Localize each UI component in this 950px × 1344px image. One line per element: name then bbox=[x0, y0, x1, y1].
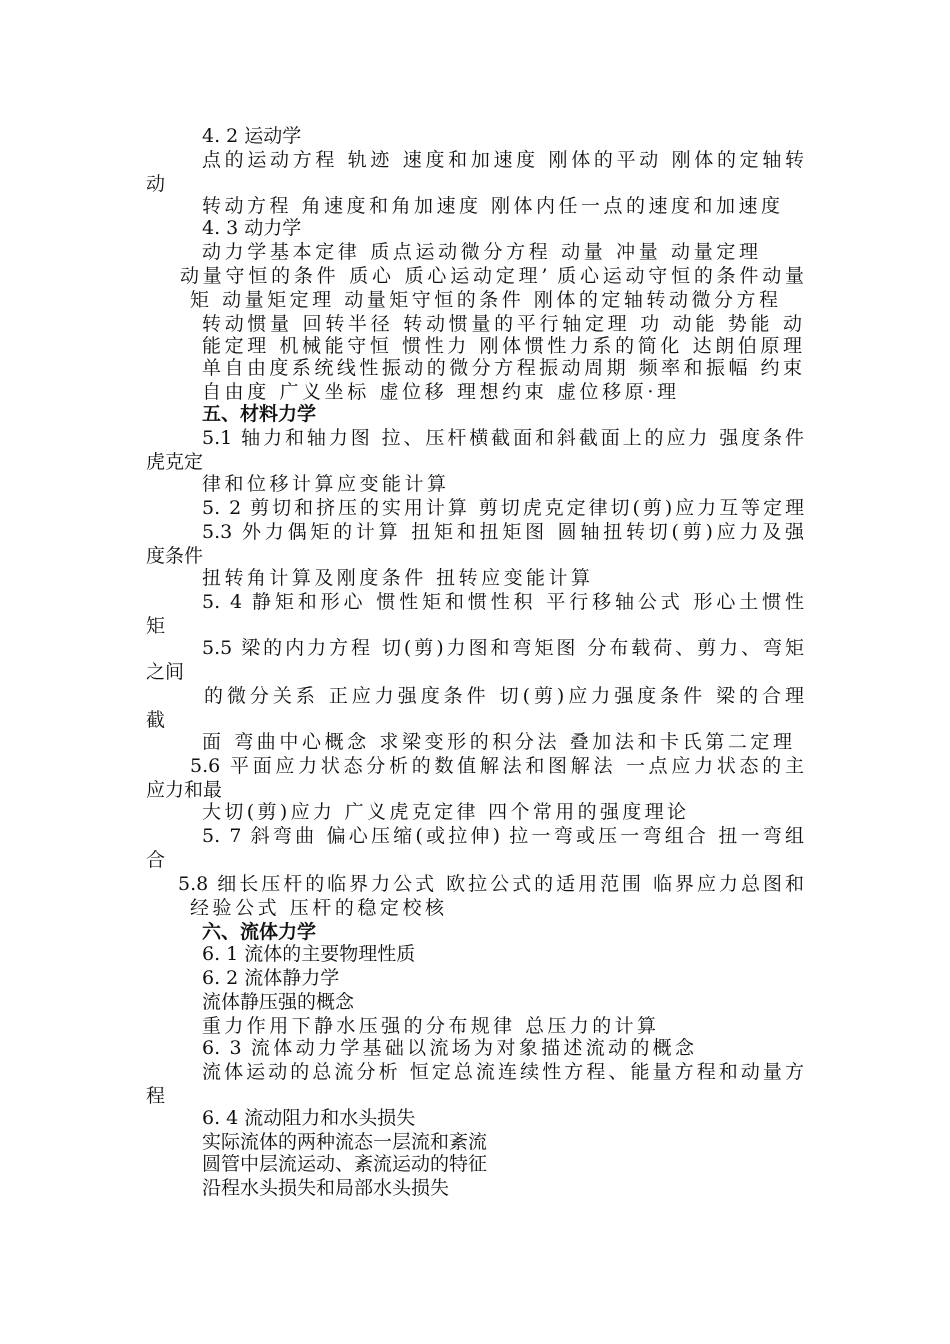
text-line: 6. 2 流体静力学 bbox=[202, 967, 340, 989]
text-line: 扭转角计算及刚度条件 扭转应变能计算 bbox=[202, 567, 590, 589]
text-line: 重力作用下静水压强的分布规律 总压力的计算 bbox=[202, 1015, 656, 1037]
text-line: 自由度 广义坐标 虚位移 理想约束 虚位移原·理 bbox=[202, 381, 676, 403]
text-line: 圆管中层流运动、紊流运动的特征 bbox=[202, 1153, 488, 1175]
text-line: 虎克定 bbox=[146, 451, 204, 473]
text-line: 矩 动量矩定理 动量矩守恒的条件 刚体的定轴转动微分方程 bbox=[190, 289, 778, 311]
text-line: 5.1 轴力和轴力图 拉、压杆横截面和斜截面上的应力 强度条件 bbox=[202, 427, 804, 449]
text-line: 面 弯曲中心概念 求梁变形的积分法 叠加法和卡氏第二定理 bbox=[202, 731, 792, 753]
text-line: 流体运动的总流分析 恒定总流连续性方程、能量方程和动量方 bbox=[202, 1061, 804, 1083]
text-line: 动 bbox=[146, 173, 166, 195]
text-line: 转动惯量 回转半径 转动惯量的平行轴定理 功 动能 势能 动 bbox=[202, 313, 802, 335]
text-line: 度条件 bbox=[146, 545, 204, 567]
text-line: 沿程水头损失和局部水头损失 bbox=[202, 1177, 450, 1199]
text-line: 应力和最 bbox=[146, 779, 223, 801]
text-line: 6. 1 流体的主要物理性质 bbox=[202, 943, 416, 965]
text-line: 5.8 细长压杆的临界力公式 欧拉公式的适用范围 临界应力总图和 bbox=[178, 873, 804, 895]
text-line: 能定理 机械能守恒 惯性力 刚体惯性力系的简化 达朗伯原理 bbox=[202, 335, 802, 357]
text-line: 程 bbox=[146, 1085, 166, 1107]
text-line: 6. 4 流动阻力和水头损失 bbox=[202, 1107, 416, 1129]
section-heading: 六、流体力学 bbox=[202, 921, 317, 943]
text-line: 点的运动方程 轨迹 速度和加速度 刚体的平动 刚体的定轴转 bbox=[202, 149, 804, 171]
text-line: 矩 bbox=[146, 615, 166, 637]
text-line: 之间 bbox=[146, 661, 185, 683]
text-line: 5. 4 静矩和形心 惯性矩和惯性积 平行移轴公式 形心土惯性 bbox=[202, 591, 804, 613]
text-line: 合 bbox=[146, 849, 166, 871]
section-4-2-title: 4. 2 运动学 bbox=[202, 125, 302, 147]
text-line: 5.3 外力偶矩的计算 扭矩和扭矩图 圆轴扭转切(剪)应力及强 bbox=[202, 521, 804, 543]
text-line: 5.6 平面应力状态分析的数值解法和图解法 一点应力状态的主 bbox=[190, 755, 804, 777]
text-line: 6. 3 流体动力学基础以流场为对象描述流动的概念 bbox=[202, 1037, 694, 1059]
text-line: 动力学基本定律 质点运动微分方程 动量 冲量 动量定理 bbox=[202, 241, 758, 263]
text-line: 实际流体的两种流态一层流和紊流 bbox=[202, 1131, 488, 1153]
text-line: 单自由度系统线性振动的微分方程振动周期 频率和振幅 约束 bbox=[202, 357, 802, 379]
text-line: 大切(剪)应力 广义虎克定律 四个常用的强度理论 bbox=[202, 801, 686, 823]
text-line: 流体静压强的概念 bbox=[202, 991, 355, 1013]
text-line: 动量守恒的条件 质心 质心运动定理’ 质心运动守恒的条件动量 bbox=[180, 265, 804, 287]
text-line: 5. 7 斜弯曲 偏心压缩(或拉伸) 拉一弯或压一弯组合 扭一弯组 bbox=[202, 825, 804, 847]
text-line: 的微分关系 正应力强度条件 切(剪)应力强度条件 梁的合理 bbox=[204, 685, 804, 707]
section-4-3-title: 4. 3 动力学 bbox=[202, 217, 302, 239]
text-line: 经验公式 压杆的稳定校核 bbox=[190, 897, 444, 919]
section-heading: 五、材料力学 bbox=[202, 403, 317, 425]
text-line: 5. 2 剪切和挤压的实用计算 剪切虎克定律切(剪)应力互等定理 bbox=[202, 497, 804, 519]
text-line: 转动方程 角速度和角加速度 刚体内任一点的速度和加速度 bbox=[202, 195, 780, 217]
text-line: 截 bbox=[146, 709, 166, 731]
text-line: 5.5 梁的内力方程 切(剪)力图和弯矩图 分布载荷、剪力、弯矩 bbox=[202, 637, 804, 659]
text-line: 律和位移计算应变能计算 bbox=[202, 473, 446, 495]
